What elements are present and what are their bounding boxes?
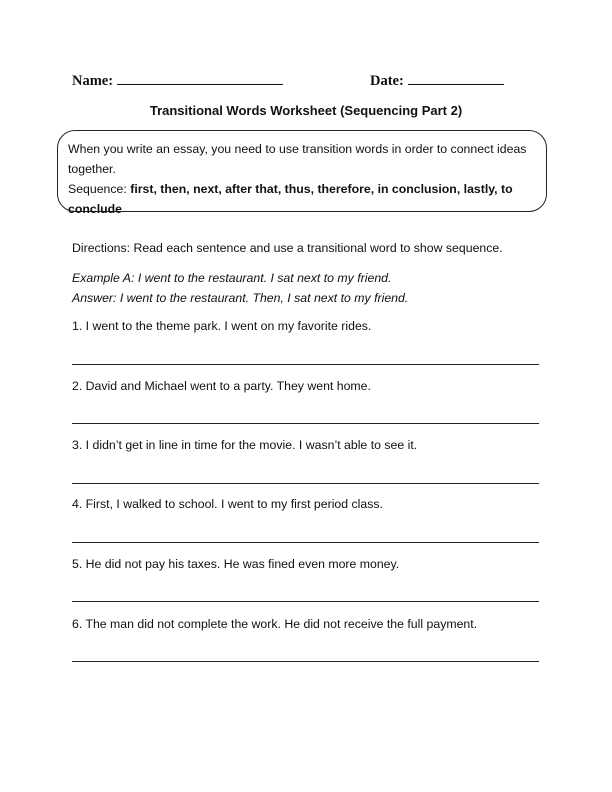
word-bank-intro: When you write an essay, you need to use transition words in order to connect ideas together. [68,142,527,176]
answer-line-4[interactable] [72,542,539,543]
question-2: 2. David and Michael went to a party. They went home. [72,379,371,393]
date-label: Date: [370,73,404,89]
word-bank-box [57,130,547,216]
question-1: 1. I went to the theme park. I went on my favorite rides. [72,319,372,333]
answer-line-1[interactable] [72,364,539,365]
sequence-label: Sequence: [68,182,127,196]
question-5: 5. He did not pay his taxes. He was fined even more money. [72,557,400,571]
name-field [72,72,283,90]
name-label: Name: [72,73,114,89]
question-4: 4. First, I walked to school. I went to my first period class. [72,497,383,511]
answer-line-3[interactable] [72,483,539,484]
date-field [370,72,504,90]
question-3: 3. I didn’t get in line in time for the movie. I wasn’t able to see it. [72,438,418,452]
example-question: Example A: I went to the restaurant. I sat next to my friend. [72,271,392,285]
date-blank-line[interactable] [408,72,504,85]
answer-line-5[interactable] [72,601,539,602]
question-6: 6. The man did not complete the work. He did not receive the full payment. [72,617,478,631]
worksheet-title: Transitional Words Worksheet (Sequencing Part 2) [149,103,463,118]
example-answer: Answer: I went to the restaurant. Then, I sat next to my friend. [72,291,409,305]
answer-line-6[interactable] [72,661,539,662]
sequence-words: first, then, next, after that, thus, therefore, in conclusion, lastly, to conclude [68,182,513,216]
directions-text: Directions: Read each sentence and use a transitional word to show sequence. [72,241,503,255]
name-blank-line[interactable] [117,72,283,85]
answer-line-2[interactable] [72,423,539,424]
word-bank-sequence [68,179,536,219]
